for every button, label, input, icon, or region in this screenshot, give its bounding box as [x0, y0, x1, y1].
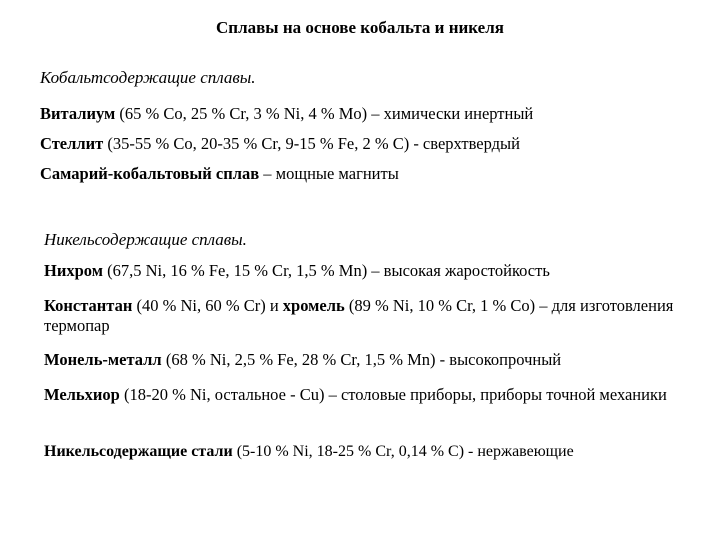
nickel-alloys-heading: Никельсодержащие сплавы. [44, 230, 247, 249]
alloy-name: Константан [44, 296, 133, 315]
alloy-line-vitalium [40, 103, 533, 124]
alloy-description: (18-20 % Ni, остальное - Cu) – столовые приборы, приборы точной механики [119, 385, 667, 404]
alloy-name: Виталиум [40, 104, 116, 123]
alloy-name: Стеллит [40, 134, 104, 153]
alloy-description: (65 % Co, 25 % Cr, 3 % Ni, 4 % Mo) – химически инертный [115, 104, 534, 123]
alloy-line-nickel-steel [44, 441, 574, 462]
alloy-line-monel [44, 349, 561, 370]
alloy-name: Монель-металл [44, 350, 162, 369]
alloy-description: (35-55 % Co, 20-35 % Cr, 9-15 % Fe, 2 % C) - сверхтвердый [103, 134, 520, 153]
alloy-name: Никельсодержащие стали [44, 443, 233, 460]
alloy-name-secondary: хромель [282, 296, 345, 315]
alloy-line-samarium-cobalt [40, 163, 399, 184]
alloy-line-melchior [44, 385, 714, 405]
alloy-line-nichrome [44, 260, 550, 281]
page-title: Сплавы на основе кобальта и никеля [216, 18, 504, 37]
alloy-name: Самарий-кобальтовый сплав [40, 164, 260, 183]
alloy-description: (68 % Ni, 2,5 % Fe, 28 % Cr, 1,5 % Mn) - высокопрочный [161, 350, 562, 369]
alloy-line-constantan-chromel [44, 296, 714, 336]
alloy-name: Нихром [44, 261, 103, 280]
alloy-description: (67,5 Ni, 16 % Fe, 15 % Cr, 1,5 % Mn) – высокая жаростойкость [102, 261, 550, 280]
alloy-name: Мельхиор [44, 385, 120, 404]
cobalt-alloys-heading: Кобальтсодержащие сплавы. [40, 68, 256, 87]
alloy-description-secondary: (89 % Ni, 10 % Cr, 1 % Co) – для изготовления термопар [44, 296, 674, 335]
alloy-description: – мощные магниты [259, 164, 399, 183]
alloy-description: (40 % Ni, 60 % Cr) и [132, 296, 283, 315]
alloy-line-stellite [40, 133, 520, 154]
alloy-description: (5-10 % Ni, 18-25 % Cr, 0,14 % C) - нержавеющие [232, 443, 574, 460]
